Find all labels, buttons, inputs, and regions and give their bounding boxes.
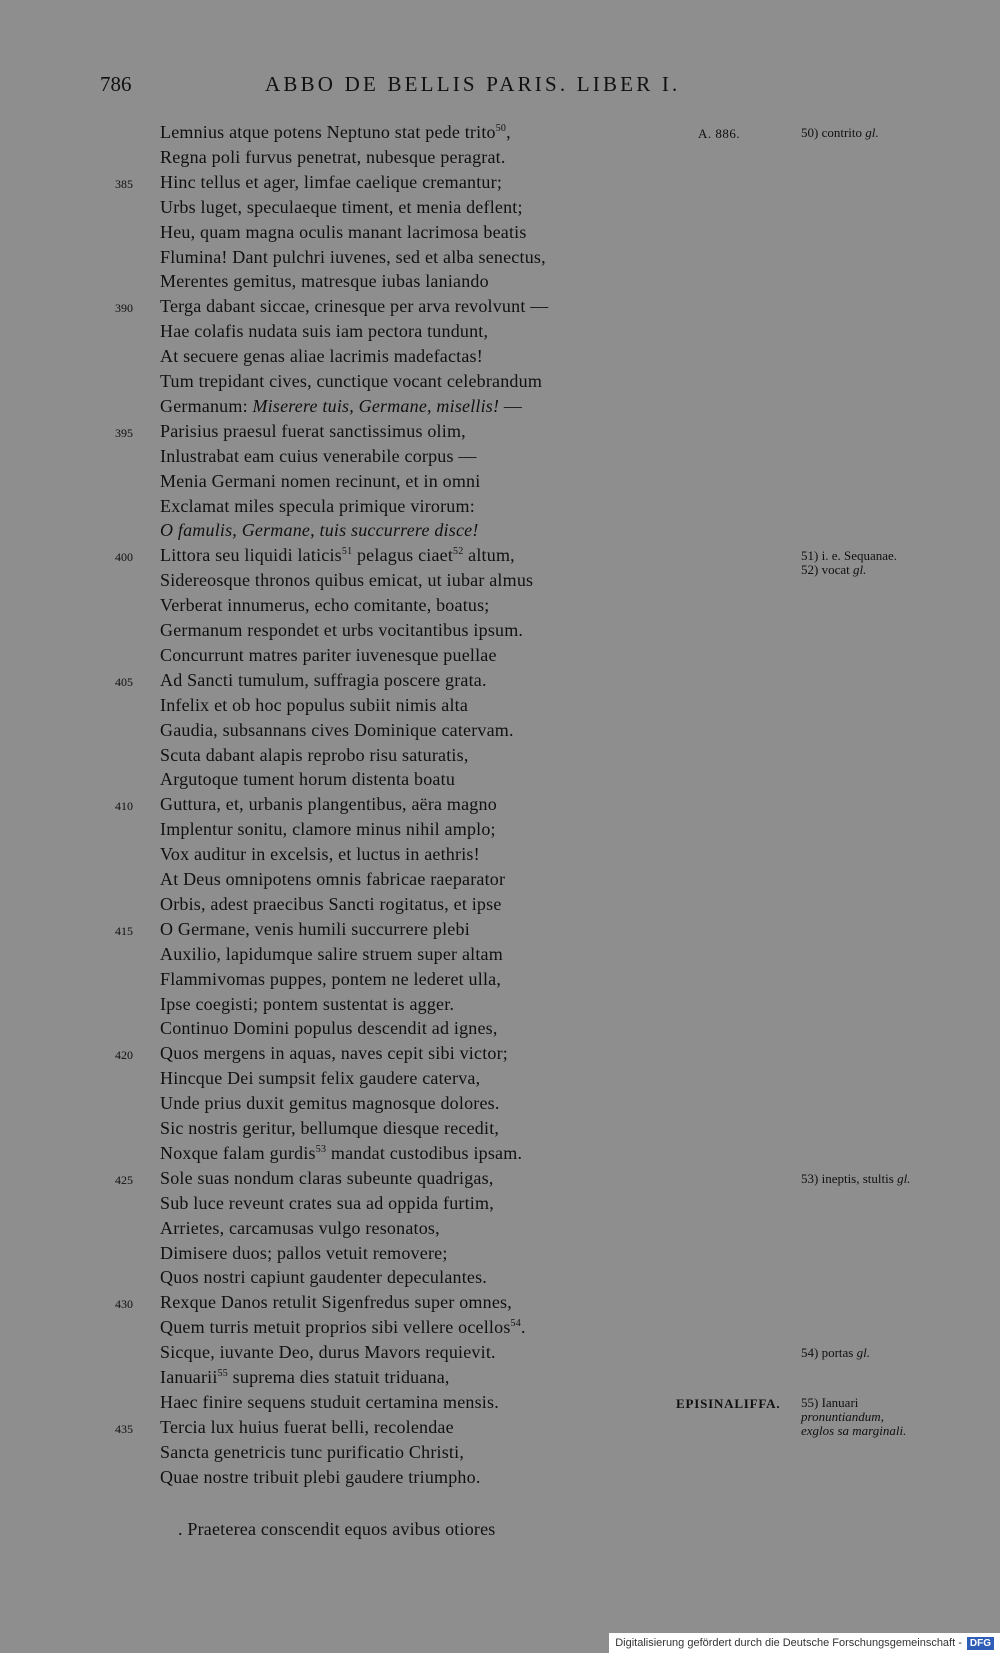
verse-line — [0, 843, 1000, 868]
verse-line — [0, 1316, 1000, 1341]
verse-line — [0, 270, 1000, 295]
verse-text: Sicque, iuvante Deo, durus Mavors requievit. — [160, 1342, 496, 1363]
verse-line — [0, 818, 1000, 843]
verse-text: Quem turris metuit proprios sibi vellere ocellos$^{54}$. — [160, 1317, 526, 1338]
verse-text: Auxilio, lapidumque salire struem super altam — [160, 943, 503, 964]
verse-line — [0, 893, 1000, 918]
verse-text: Ad Sancti tumulum, suffragia poscere grata. — [160, 669, 487, 690]
verse-line — [0, 1366, 1000, 1391]
verse-line — [0, 594, 1000, 619]
verse-text: Menia Germani nomen recinunt, et in omni — [160, 470, 481, 491]
verse-line — [0, 295, 1000, 320]
verse-text: Ipse coegisti; pontem sustentat is agger. — [160, 993, 455, 1014]
verse-text: Verberat innumerus, echo comitante, boatus; — [160, 595, 490, 616]
verse-text: Scuta dabant alapis reprobo risu saturatis, — [160, 744, 469, 765]
footnote: 53) ineptis, stultis gl. — [801, 1170, 911, 1186]
dfg-logo: DFG — [967, 1637, 994, 1650]
verse-text: Hinc tellus et ager, limfae caelique cremantur; — [160, 171, 503, 192]
verse-text: Continuo Domini populus descendit ad ignes, — [160, 1018, 498, 1039]
verse-text: Flammivomas puppes, pontem ne lederet ulla, — [160, 968, 502, 989]
verse-text: Noxque falam gurdis$^{53}$ mandat custodibus ipsam. — [160, 1142, 523, 1163]
verse-text: Orbis, adest praecibus Sancti rogitatus, et ipse — [160, 893, 502, 914]
final-line — [0, 1518, 1000, 1543]
verse-line — [0, 1067, 1000, 1092]
verse-text: Quos nostri capiunt gaudenter depeculantes. — [160, 1267, 488, 1288]
verse-line — [0, 1092, 1000, 1117]
line-number: 415 — [115, 923, 133, 938]
verse-line — [0, 1266, 1000, 1291]
verse-text: O Germane, venis humili succurrere plebi — [160, 918, 470, 939]
verse-line — [0, 993, 1000, 1018]
verse-text: Exclamat miles specula primique virorum: — [160, 495, 475, 516]
verse-text: Tercia lux huius fuerat belli, recolendae — [160, 1416, 454, 1437]
verse-line — [0, 619, 1000, 644]
line-number: 420 — [115, 1048, 133, 1063]
verse-text: Parisius praesul fuerat sanctissimus olim, — [160, 420, 466, 441]
line-number: 430 — [115, 1297, 133, 1312]
verse-line — [0, 221, 1000, 246]
verse-line — [0, 1117, 1000, 1142]
verse-line — [0, 1466, 1000, 1491]
verse-line — [0, 719, 1000, 744]
verse-text: Hae colafis nudata suis iam pectora tundunt, — [160, 321, 489, 342]
verse-text: Vox auditur in excelsis, et luctus in aethris! — [160, 844, 480, 865]
page-number: 786 — [100, 72, 132, 96]
verse-line — [0, 1017, 1000, 1042]
verse-line — [0, 420, 1000, 445]
verse-text: Flumina! Dant pulchri iuvenes, sed et alba senectus, — [160, 246, 546, 267]
footnote: 50) contrito gl. — [801, 125, 879, 140]
verse-line — [0, 1217, 1000, 1242]
verse-text: Urbs luget, speculaeque timent, et menia deflent; — [160, 196, 523, 217]
verse-text: Hincque Dei sumpsit felix gaudere caterva, — [160, 1068, 481, 1089]
verse-text: Ianuarii$^{55}$ suprema dies statuit triduana, — [160, 1367, 450, 1387]
verse-line — [0, 171, 1000, 196]
verse-line — [0, 694, 1000, 719]
verse-text: Lemnius atque potens Neptuno stat pede trito$^{50}$, — [160, 122, 511, 142]
footer-text: Digitalisierung gefördert durch die Deutsche Forschungsgemeinschaft - — [615, 1637, 962, 1649]
verse-text: Arrietes, carcamusas vulgo resonatos, — [160, 1217, 440, 1238]
verse-text: Sole suas nondum claras subeunte quadrigas, — [160, 1167, 494, 1188]
line-number: 390 — [115, 301, 133, 316]
verse-text: Sidereosque thronos quibus emicat, ut iubar almus — [160, 570, 534, 591]
verse-line — [0, 196, 1000, 221]
verse-text: Regna poli furvus penetrat, nubesque peragrat. — [160, 146, 506, 167]
line-number: 435 — [115, 1421, 133, 1436]
verse-text: At Deus omnipotens omnis fabricae raeparator — [160, 869, 506, 889]
verse-line — [0, 519, 1000, 544]
verse-line — [0, 395, 1000, 420]
verse-line — [0, 768, 1000, 793]
margin-note: A. 886. — [698, 126, 741, 141]
line-number: 385 — [115, 176, 133, 191]
verse-text: Inlustrabat eam cuius venerabile corpus — — [160, 445, 477, 466]
line-number: 400 — [115, 550, 133, 565]
verse-line — [0, 370, 1000, 395]
verse-text: Sic nostris geritur, bellumque diesque recedit, — [160, 1118, 500, 1138]
verse-line — [0, 320, 1000, 345]
verse-text: Merentes gemitus, matresque iubas laniando — [160, 271, 489, 292]
verse-text: Dimisere duos; pallos vetuit removere; — [160, 1242, 448, 1263]
margin-note: EPISINALIFFA. — [676, 1395, 781, 1411]
verse-text: Infelix et ob hoc populus subiit nimis alta — [160, 694, 469, 715]
verse-line — [0, 943, 1000, 968]
verse-line — [0, 146, 1000, 171]
verse-line — [0, 1142, 1000, 1167]
verse-text: Germanum: Miserere tuis, Germane, misellis! — — [160, 395, 523, 416]
verse-line — [0, 793, 1000, 818]
verse-text: Unde prius duxit gemitus magnosque dolores. — [160, 1093, 500, 1114]
final-line-text: . Praeterea conscendit equos avibus otiores — [178, 1519, 496, 1539]
verse-line — [0, 1242, 1000, 1267]
verse-line — [0, 1042, 1000, 1067]
footnote: 54) portas gl. — [801, 1345, 870, 1361]
verse-line — [0, 918, 1000, 943]
verse-text: Concurrunt matres pariter iuvenesque puellae — [160, 644, 497, 665]
verse-text: Terga dabant siccae, crinesque per arva revolvunt — — [160, 296, 549, 317]
verse-text: Heu, quam magna oculis manant lacrimosa beatis — [160, 221, 527, 242]
footnote: 55) Ianuari pronuntiandum, exglos sa marginali. — [801, 1394, 907, 1438]
footnote: 51) i. e. Sequanae. 52) vocat gl. — [801, 548, 898, 578]
verse-line — [0, 445, 1000, 470]
verse-line — [0, 868, 1000, 893]
verse-text: Haec finire sequens studuit certamina mensis. — [160, 1391, 499, 1412]
verse-text: Quos mergens in aquas, naves cepit sibi victor; — [160, 1043, 508, 1064]
line-number: 410 — [115, 799, 133, 814]
verse-text: Littora seu liquidi laticis$^{51}$ pelagus ciaet$^{52}$ altum, — [160, 545, 515, 566]
verse-text: O famulis, Germane, tuis succurrere disce! — [160, 520, 479, 541]
verse-line — [0, 246, 1000, 271]
verse-line — [0, 1291, 1000, 1316]
verse-text: At secuere genas aliae lacrimis madefactas! — [160, 346, 483, 367]
footer-credit — [609, 1633, 1000, 1653]
line-number: 425 — [115, 1172, 133, 1187]
verse-text: Sancta genetricis tunc purificatio Christi, — [160, 1441, 465, 1462]
verse-text: Argutoque tument horum distenta boatu — [160, 769, 456, 790]
verse-line — [0, 495, 1000, 520]
line-number: 395 — [115, 425, 133, 440]
verse-line — [0, 345, 1000, 370]
verse-text: Tum trepidant cives, cunctique vocant celebrandum — [160, 371, 543, 391]
verse-text: Germanum respondet et urbs vocitantibus ipsum. — [160, 620, 524, 640]
verse-line — [0, 470, 1000, 495]
verse-text: Guttura, et, urbanis plangentibus, aëra magno — [160, 794, 497, 815]
verse-text: Quae nostre tribuit plebi gaudere triumpho. — [160, 1466, 481, 1487]
verse-line — [0, 744, 1000, 769]
verse-line — [0, 1192, 1000, 1217]
verse-line — [0, 669, 1000, 694]
verse-line — [0, 1441, 1000, 1466]
verse-text: Sub luce reveunt crates sua ad oppida furtim, — [160, 1192, 494, 1213]
verse-text: Gaudia, subsannans cives Dominique catervam. — [160, 719, 514, 740]
verse-text: Implentur sonitu, clamore minus nihil amplo; — [160, 819, 496, 840]
verse-line — [0, 968, 1000, 993]
verse-line — [0, 644, 1000, 669]
running-title: ABBO DE BELLIS PARIS. LIBER I. — [265, 72, 681, 96]
line-number: 405 — [115, 674, 133, 689]
verse-text: Rexque Danos retulit Sigenfredus super omnes, — [160, 1292, 512, 1313]
